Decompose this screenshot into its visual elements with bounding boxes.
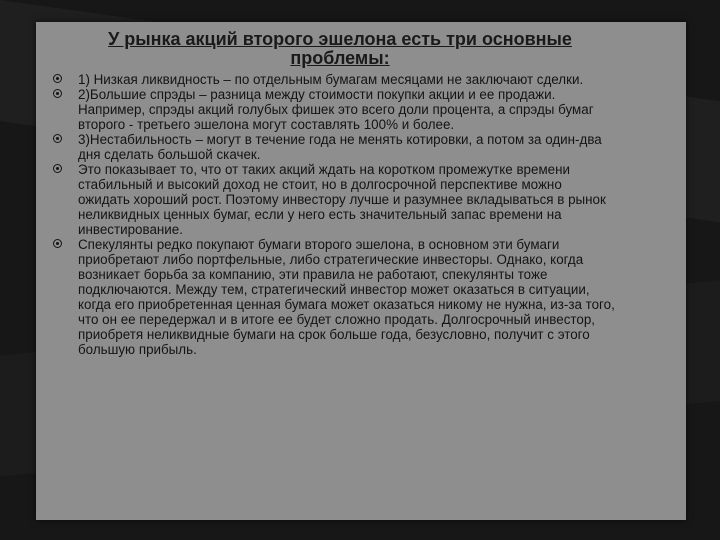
bullet-text: 1) Низкая ликвидность – по отдельным бумагам месяцами не заключают сделки.: [78, 72, 584, 87]
bullet-icon: [53, 164, 62, 173]
bullet-item: [48, 237, 616, 357]
bullet-item: [48, 72, 616, 87]
bullet-icon: [53, 239, 62, 248]
bullet-icon: [53, 89, 62, 98]
bullet-text: 2)Большие спрэды – разница между стоимости покупки акции и ее продажи. Например, спрэды акций голубых фишек это всего доли процента, а спрэды бумаг второго - третьего эшелона могут составлять 100% и более.: [78, 87, 594, 132]
bullet-item: [48, 162, 616, 237]
bullet-text: Спекулянты редко покупают бумаги второго эшелона, в основном эти бумаги приобретают либо портфельные, либо стратегические инвесторы. Однако, когда возникает борьба за компанию, эти правила не работают, спекулянты тоже подключаются. Между тем, стратегический инвестор может оказаться в ситуации, когда его приобретенная ценная бумага может оказаться никому не нужна, из-за того, что он ее передержал и в итоге ее будет сложно продать. Долгосрочный инвестор, приобретя неликвидные бумаги на срок больше года, безусловно, получит с этого большую прибыль.: [78, 237, 615, 357]
bullet-icon: [53, 134, 62, 143]
bullet-item: [48, 87, 616, 132]
bullet-text: Это показывает то, что от таких акций ждать на коротком промежутке времени стабильный и высокий доход не стоит, но в долгосрочной перспективе можно ожидать хороший рост. Поэтому инвестору лучше и разумнее вкладываться в рынок неликвидных ценных бумаг, если у него есть значительный запас времени на инвестирование.: [78, 162, 606, 237]
bullet-icon: [53, 74, 62, 83]
bullet-list: [48, 72, 616, 357]
slide-title: У рынка акций второго эшелона есть три основные проблемы:: [108, 29, 572, 68]
bullet-text: 3)Нестабильность – могут в течение года не менять котировки, а потом за один-два дня сделать большой скачек.: [78, 132, 602, 162]
bullet-item: [48, 132, 616, 162]
